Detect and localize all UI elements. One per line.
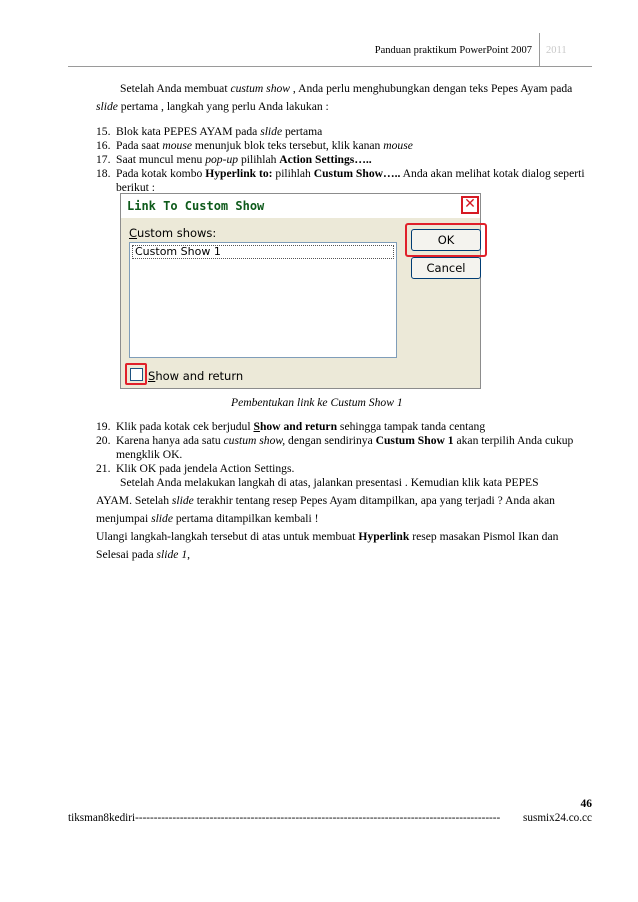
custom-shows-list[interactable] bbox=[129, 242, 397, 358]
footer-left: tiksman8kediri bbox=[68, 812, 136, 824]
page-number: 46 bbox=[580, 798, 592, 810]
list-item: 15. Blok kata PEPES AYAM pada slide pertama bbox=[96, 125, 323, 138]
header-divider bbox=[539, 33, 540, 67]
link-to-custom-show-dialog bbox=[120, 193, 481, 389]
list-item: 19. Klik pada kotak cek berjudul Show and return sehingga tampak tanda centang bbox=[96, 420, 486, 433]
footer-dashes: -------------------------------------------------------------------------------------------------- bbox=[135, 812, 501, 824]
dialog-titlebar bbox=[121, 194, 480, 218]
header-year: 2011 bbox=[546, 45, 567, 56]
closing-paragraph bbox=[96, 474, 592, 564]
close-icon[interactable]: ✕ bbox=[461, 196, 479, 214]
footer-right: susmix24.co.cc bbox=[523, 812, 592, 824]
closing-line-5: Selesai pada slide 1, bbox=[96, 548, 191, 561]
list-item: 16. Pada saat mouse menunjuk blok teks tersebut, klik kanan mouse bbox=[96, 139, 413, 152]
list-item: 20. Karena hanya ada satu custum show, dengan sendirinya Custum Show 1 akan terpilih Anda cukup mengklik OK. bbox=[96, 434, 574, 461]
intro-paragraph bbox=[96, 80, 592, 116]
footer bbox=[68, 812, 592, 824]
dialog-title: Link To Custom Show bbox=[127, 199, 265, 213]
closing-line-2: AYAM. Setelah slide terakhir tentang resep Pepes Ayam ditampilkan, apa yang terjadi ? Anda akan bbox=[96, 494, 555, 507]
intro-line-1: Setelah Anda membuat custum show , Anda perlu menghubungkan dengan teks Pepes Ayam pada bbox=[120, 82, 573, 95]
closing-line-4: Ulangi langkah-langkah tersebut di atas untuk membuat Hyperlink resep masakan Pismol Ikan dan bbox=[96, 530, 559, 543]
show-and-return-label[interactable]: Show and return bbox=[148, 369, 244, 383]
list-item-custom-show-1[interactable]: Custom Show 1 bbox=[132, 245, 394, 259]
ok-button[interactable]: OK bbox=[411, 229, 481, 251]
header-rule bbox=[68, 66, 592, 67]
cancel-button[interactable]: Cancel bbox=[411, 257, 481, 279]
closing-line-3: menjumpai slide pertama ditampilkan kembali ! bbox=[96, 512, 319, 525]
list-item: 18. Pada kotak kombo Hyperlink to: pilihlah Custum Show….. Anda akan melihat kotak dialog seperti berikut : bbox=[96, 167, 585, 194]
custom-shows-label: Custom shows: bbox=[129, 226, 217, 240]
list-item: 21. Klik OK pada jendela Action Settings. bbox=[96, 462, 295, 475]
figure-caption: Pembentukan link ke Custum Show 1 bbox=[231, 396, 403, 409]
header-title: Panduan praktikum PowerPoint 2007 bbox=[374, 45, 532, 56]
closing-line-1: Setelah Anda melakukan langkah di atas, jalankan presentasi . Kemudian klik kata PEPES bbox=[120, 476, 539, 489]
show-and-return-checkbox[interactable] bbox=[130, 368, 143, 381]
list-item: 17. Saat muncul menu pop-up pilihlah Action Settings….. bbox=[96, 153, 372, 166]
intro-line-2: slide pertama , langkah yang perlu Anda lakukan : bbox=[96, 100, 329, 113]
